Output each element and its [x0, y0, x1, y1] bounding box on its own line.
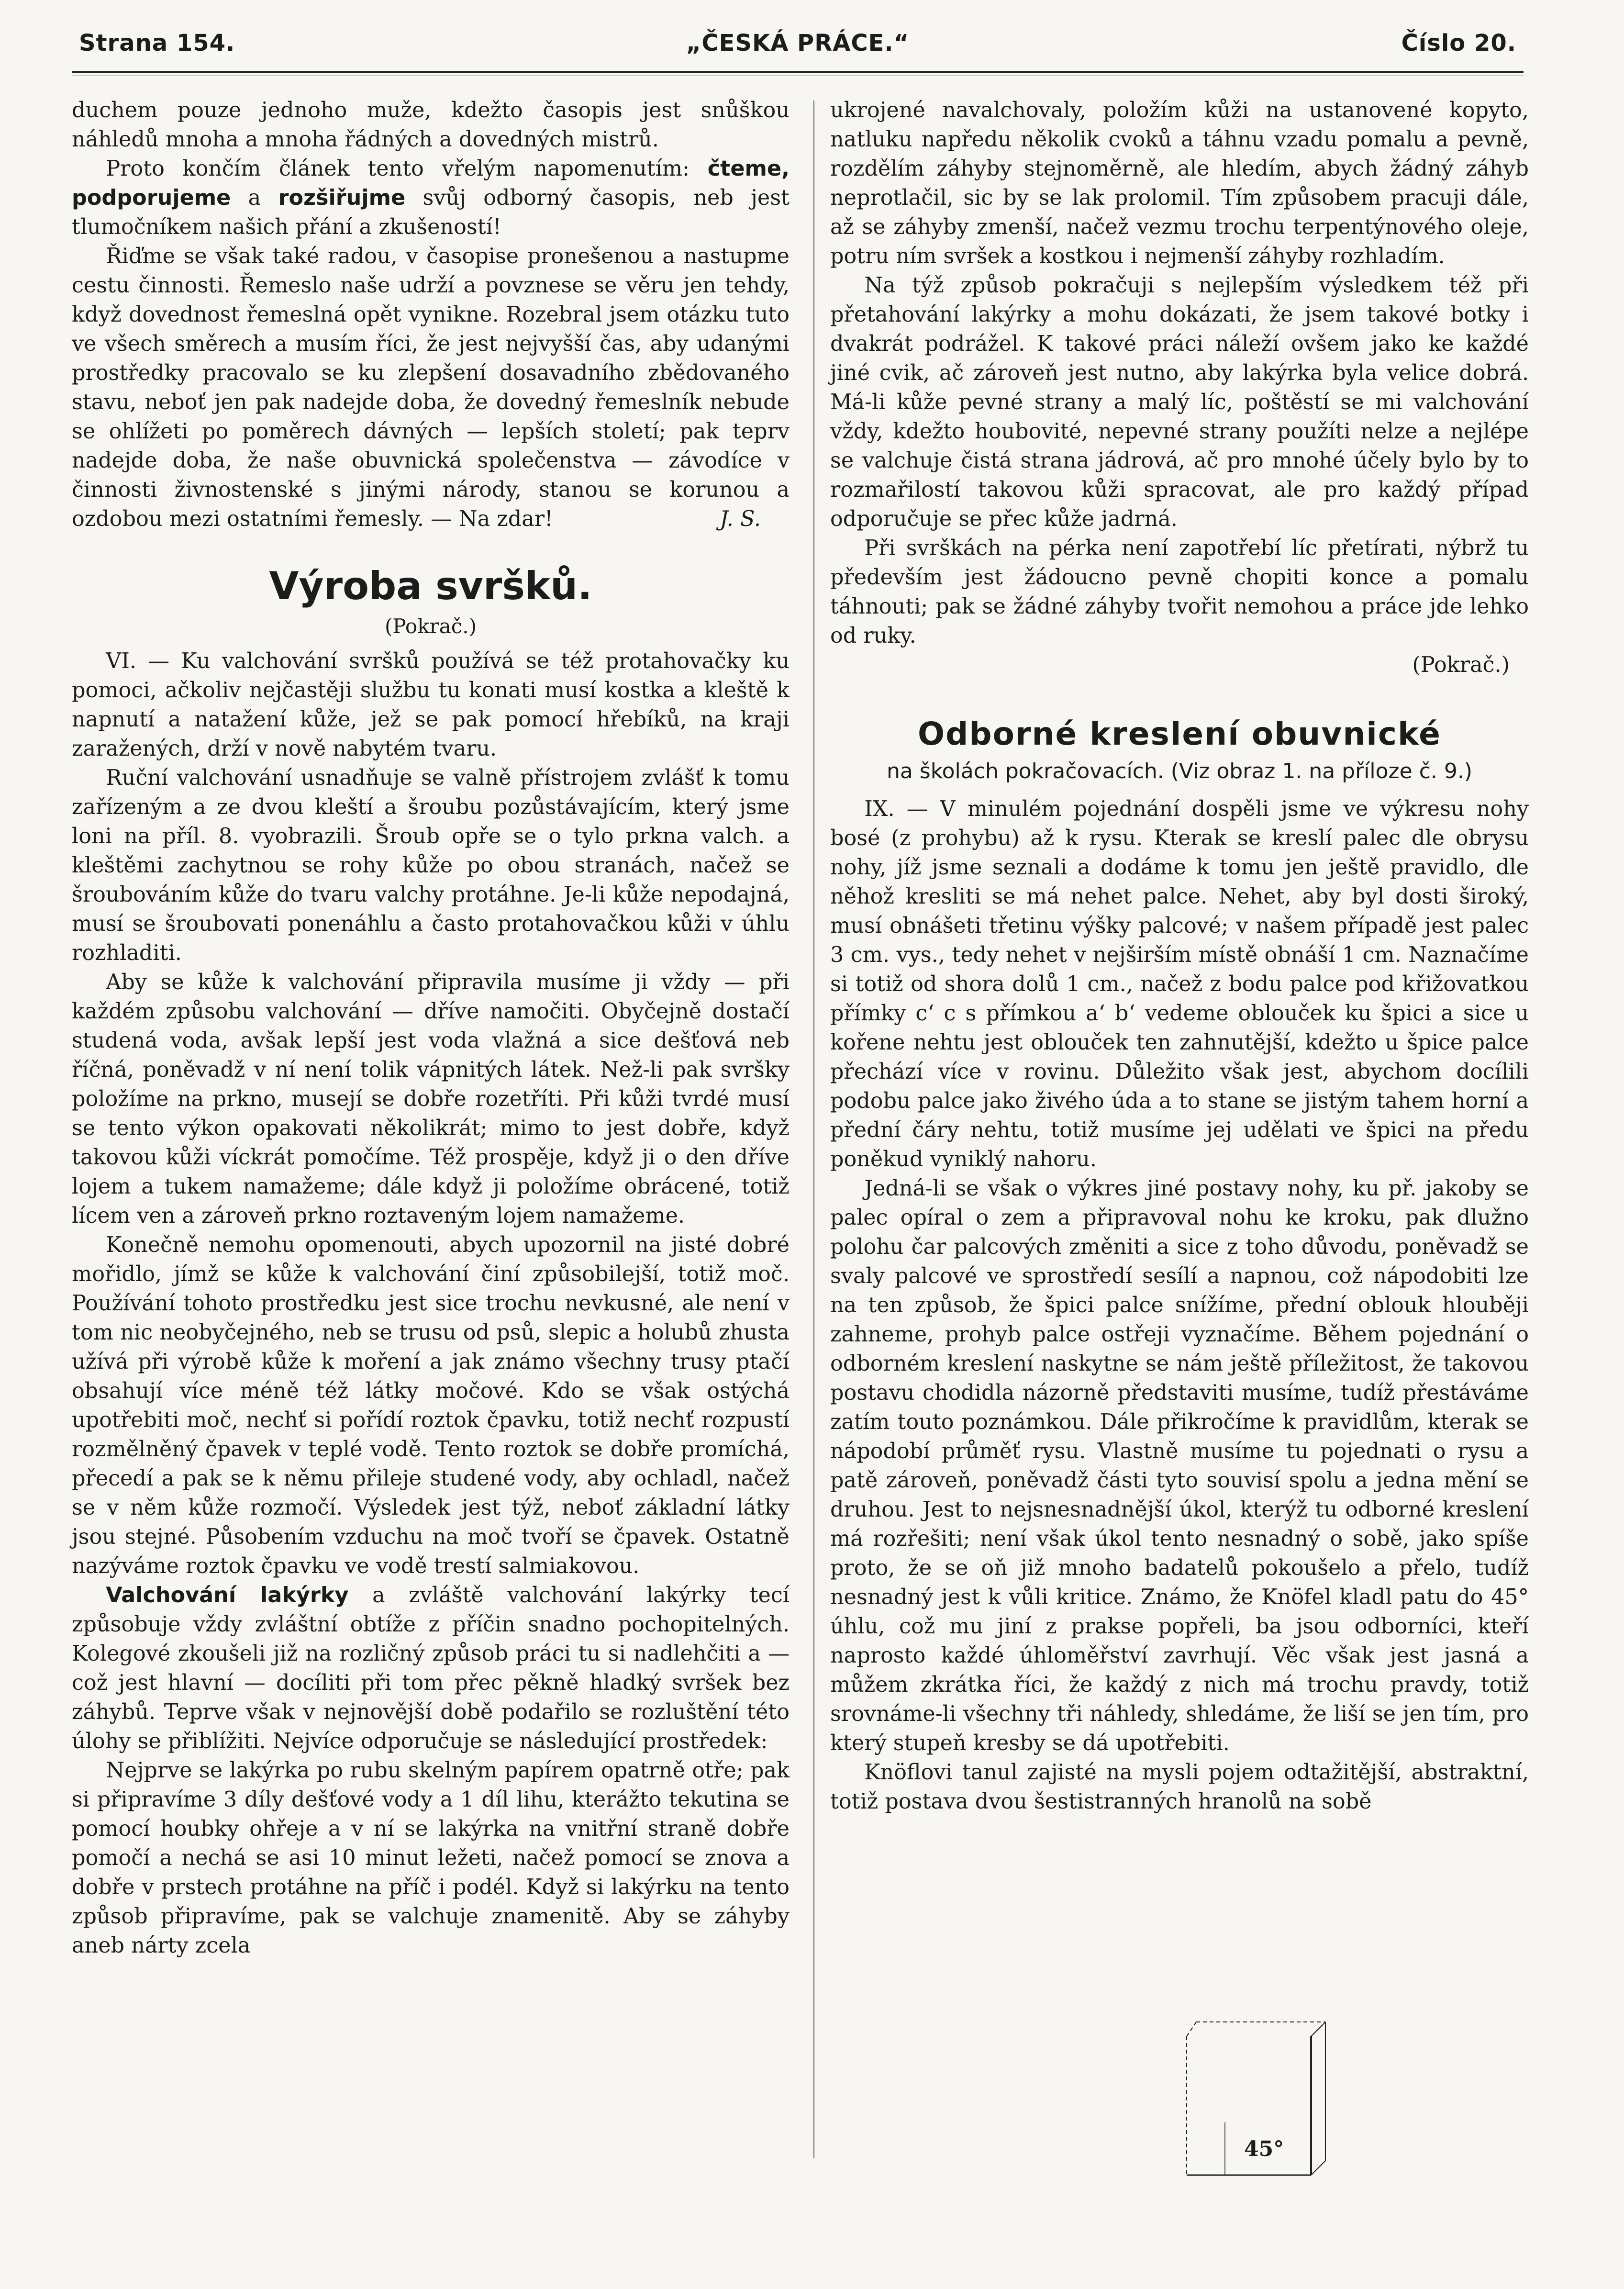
right-column	[830, 96, 1529, 1816]
bold-emphasis: rozšiřujme	[278, 186, 406, 210]
paragraph: Jedná-li se však o výkres jiné postavy nohy, ku př. jakoby se palec opíral o zem a připravoval nohu ke kroku, pak dlužno polohu čar palcových změniti a sice z toho důvodu, poněvadž se svaly palcové ve sprostředí sesílí a napnou, což nápodobiti lze na ten způsob, že špici palce snížíme, přední oblouk hlouběji zahneme, prohyb palce ostřeji vyznačíme. Během pojednání o odborném kreslení naskytne se nám ještě příležitost, že takovou postavu chodidla názorně představiti musíme, tudíž přestáváme zatím touto poznámkou. Dále přikročíme k pravidlům, kterak se nápodobí průměť rysu. Vlastně musíme tu pojednati o rysu a patě zároveň, poněvadž části tyto souvisí spolu a jedna mění se druhou. Jest to nejsnesnadnější úkol, kterýž tu odborné kreslení má rozřešiti; není však úkol tento nesnadný o sobě, jako spíše proto, že se oň již mnoho badatelů pokoušelo a přelo, tudíž nesnadný jest k vůli kritice. Známo, že Knöfel kladl patu do 45° úhlu, což mu jiní z prakse popřeli, ba jsou odborníci, kteří naprosto každé úhloměřství zavrhují. Věc však jest jasná a můžem zkrátka říci, že každý z nich má trochu pravdy, totiž srovnáme-li všechny tři náhledy, shledáme, že liší se jen tím, pro který stupeň kresby se dá upotřebiti.	[830, 1176, 1529, 1755]
article-title: Výroba svršků.	[269, 564, 592, 608]
bold-emphasis: Valchování lakýrky	[106, 1583, 349, 1608]
paragraph: Knöflovi tanul zajisté na mysli pojem odtažitější, abstraktní, totiž postava dvou šestistranných hranolů na sobě	[830, 1760, 1529, 1814]
signature: J. S.	[720, 507, 761, 531]
paragraph: duchem pouze jednoho muže, kdežto časopis jest snůškou náhledů mnoha a mnoha řádných a dovedných mistrů.	[72, 98, 790, 152]
paragraph: ukrojené navalchovaly, položím kůži na ustanovené kopyto, natluku napředu několik cvoků a táhnu vzadu pomalu a pevně, rozdělím záhyby stejnoměrně, ale hledím, abych žádný záhyb neprotlačil, sic by se lak prolomil. Tím způsobem pracuji dále, až se záhyby zmenší, načež vezmu trochu terpentýnového oleje, potru ním svršek a kostkou i nejmenší záhyby rozhladím.	[830, 98, 1529, 268]
paragraph: Na týž způsob pokračuji s nejlepším výsledkem též při přetahování lakýrky a mohu dokázati, že jsem takové botky i dvakrát podrážel. K takové práci náleží ovšem jako ke každé jiné cvik, ač zároveň jest nutno, aby lakýrka byla velice dobrá. Má-li kůže pevné strany a malý líc, poštěstí se mi valchování vždy, kdežto houbovité, nepevné strany použíti nelze a nejlépe se valchuje čistá strana jádrová, ač pro mnohé účely bylo by to rozmařilostí takovou kůži spracovat, ale pro každý případ odporučuje se přec kůže jadrná.	[830, 273, 1529, 531]
angle-label: 45°	[1244, 2137, 1284, 2161]
prism-drawing	[1168, 2017, 1349, 2189]
paragraph: Nejprve se lakýrka po rubu skelným papírem opatrně otře; pak si připravíme 3 díly dešťové vody a 1 díl lihu, kterážto tekutina se pomocí houbky ohřeje a v ní se lakýrka na vnitřní straně dobře pomočí a nechá se asi 10 minut ležeti, načež pomocí se znova a dobře v prstech protáhne na příč i podél. Když si lakýrku na tento způsob připravíme, pak se valchuje znamenitě. Aby se záhyby aneb nárty zcela	[72, 1758, 790, 1958]
header-rule	[72, 71, 1524, 73]
page-header	[79, 30, 1516, 68]
article-subtitle: na školách pokračovacích. (Viz obraz 1. na příloze č. 9.)	[886, 759, 1473, 783]
article-title: Odborné kreslení obuvnické	[918, 715, 1441, 752]
page-number: Strana 154.	[79, 30, 235, 56]
bold-emphasis: čteme, podporujeme	[72, 156, 790, 210]
paragraph: Řiďme se však také radou, v časopise pronešenou a nastupme cestu činnosti. Řemeslo naše udrží a povznese se věru jen tehdy, když dovednost řemeslná opět vynikne. Rozebral jsem otázku tuto ve všech směrech a musím říci, že jest nejvyšší čas, aby udanými prostředky pracovalo se ku zlepšení dosavadního zbědovaného stavu, neboť jen pak nadejde doba, že dovedný řemeslník nebude se ohlížeti po poměrech dávných — lepších století; pak teprv nadejde doba, že naše obuvnická společenstva — závodíce v činnosti živnostenské s jinými národy, stanou se korunou a ozdobou mezi ostatními řemesly. — Na zdar! J. S.	[72, 242, 790, 534]
paragraph: Konečně nemohu opomenouti, abych upozornil na jisté dobré mořidlo, jímž se kůže k valchování činí způsobilejší, totiž moč. Používání tohoto prostředku jest sice trochu nevkusné, ale není v tom nic neobyčejného, neb se trusu od psů, slepic a holubů zhusta užívá při výrobě kůže k moření a jak známo všechny trusy ptačí obsahují více méně též látky močové. Kdo se však ostýchá upotřebiti moč, nechť si pořídí roztok čpavku, totiž nechť rozpustí rozmělněný čpavek v teplé vodě. Tento roztok se dobře promíchá, přecedí a pak se k němu přileje studené vody, aby ochladl, načež se v něm kůže rozmočí. Výsledek jest týž, neboť základní látky jsou stejné. Působením vzduchu na moč tvoří se čpavek. Ostatně nazýváme roztok čpavku ve vodě trestí salmiakovou.	[72, 1233, 790, 1578]
hexagonal-prism-figure	[1168, 2017, 1349, 2189]
column-divider	[813, 100, 814, 2158]
article-continued: (Pokrač.)	[384, 614, 477, 638]
paragraph: Proto končím článek tento vřelým napomenutím: čteme, podporujeme a rozšiřujme svůj odborný časopis, neb jest tlumočníkem našich přání a zkušeností!	[72, 156, 790, 239]
paragraph: Při svrškách na pérka není zapotřebí líc přetírati, nýbrž tu především jest žádoucno pevně chopiti konce a pomalu táhnouti; pak se žádné záhyby tvořit nemohou a práce jde lehko od ruky.	[830, 536, 1529, 648]
paragraph: IX. — V minulém pojednání dospěli jsme ve výkresu nohy bosé (z prohybu) až k rysu. Kterak se kreslí palec dle obrysu nohy, jíž jsme seznali a dodáme k tomu jen ještě pravidlo, dle něhož kresliti se má nehet palce. Nehet, aby byl dosti široký, musí obnášeti třetinu výšky palcové; v našem případě jest palec 3 cm. vys., tedy nehet v nejširším místě obnáší 1 cm. Naznačíme si totiž od shora dolů 1 cm., načež z bodu palce pod křižovatkou přímky c‘ c s přímkou a‘ b‘ vedeme oblouček ku špici a sice u kořene nehtu jest oblouček ten zahnutější, kdežto u špice palce přechází více v rovinu. Důležito však jest, abychom docílili podobu palce jako živého úda a to stane se jistým tahem horní a přední čáry nehtu, totiž musíme jej udělati ve špici na předu poněkud vyniklý nahoru.	[830, 797, 1529, 1172]
paragraph: Ruční valchování usnadňuje se valně přístrojem zvlášť k tomu zařízeným a ze dvou kleští a šroubu pozůstávajícím, který jsme loni na příl. 8. vyobrazili. Šroub opře se o tylo prkna valch. a kleštěmi zachytnou se rohy kůže po obou stranách, načež se šroubováním kůže do tvaru valchy protáhne. Je-li kůže nepodajná, musí se šroubovati ponenáhlu a často protahovačkou kůži v úhlu rozhladiti.	[72, 766, 790, 965]
paragraph: Aby se kůže k valchování připravila musíme ji vždy — při každém způsobu valchování — dříve namočiti. Obyčejně dostačí studená voda, avšak lepší jest voda vlažná a sice dešťová neb říčná, poněvadž v ní není tolik vápnitých látek. Než-li pak svršky položíme na prkno, musejí se dobře rozetříti. Při kůži tvrdé musí se tento výkon opakovati několikrát; mimo to jest dobře, když takovou kůži víckrát pomočíme. Též prospěje, když ji o den dříve lojem a tukem namažeme; dále když ji položíme obrácené, totiž lícem ven a zároveň prkno roztaveným lojem namažeme.	[72, 970, 790, 1228]
journal-title: „ČESKÁ PRÁCE.“	[686, 30, 910, 56]
left-column	[72, 96, 790, 1960]
issue-number: Číslo 20.	[1401, 30, 1516, 56]
paragraph: VI. — Ku valchování svršků používá se též protahovačky ku pomoci, ačkoliv nejčastěji službu tu konati musí kostka a kleště k napnutí a natažení kůže, jež se pak pomocí hřebíků, na kraji zaražených, drží v nově nabytém tvaru.	[72, 649, 790, 761]
article-continued: (Pokrač.)	[1412, 653, 1510, 677]
paragraph: Valchování lakýrky a zvláště valchování lakýrky tecí způsobuje vždy zvláštní obtíže z příčin snadno pochopitelných. Kolegové zkoušeli již na rozličný způsob práci tu si nadlehčiti a — což jest hlavní — docíliti při tom přec pěkně hladký svršek bez záhybů. Teprve však v nejnovější době podařilo se rozluštění této úlohy se přiblížiti. Nejvíce odporučuje se následující prostředek:	[72, 1583, 790, 1753]
